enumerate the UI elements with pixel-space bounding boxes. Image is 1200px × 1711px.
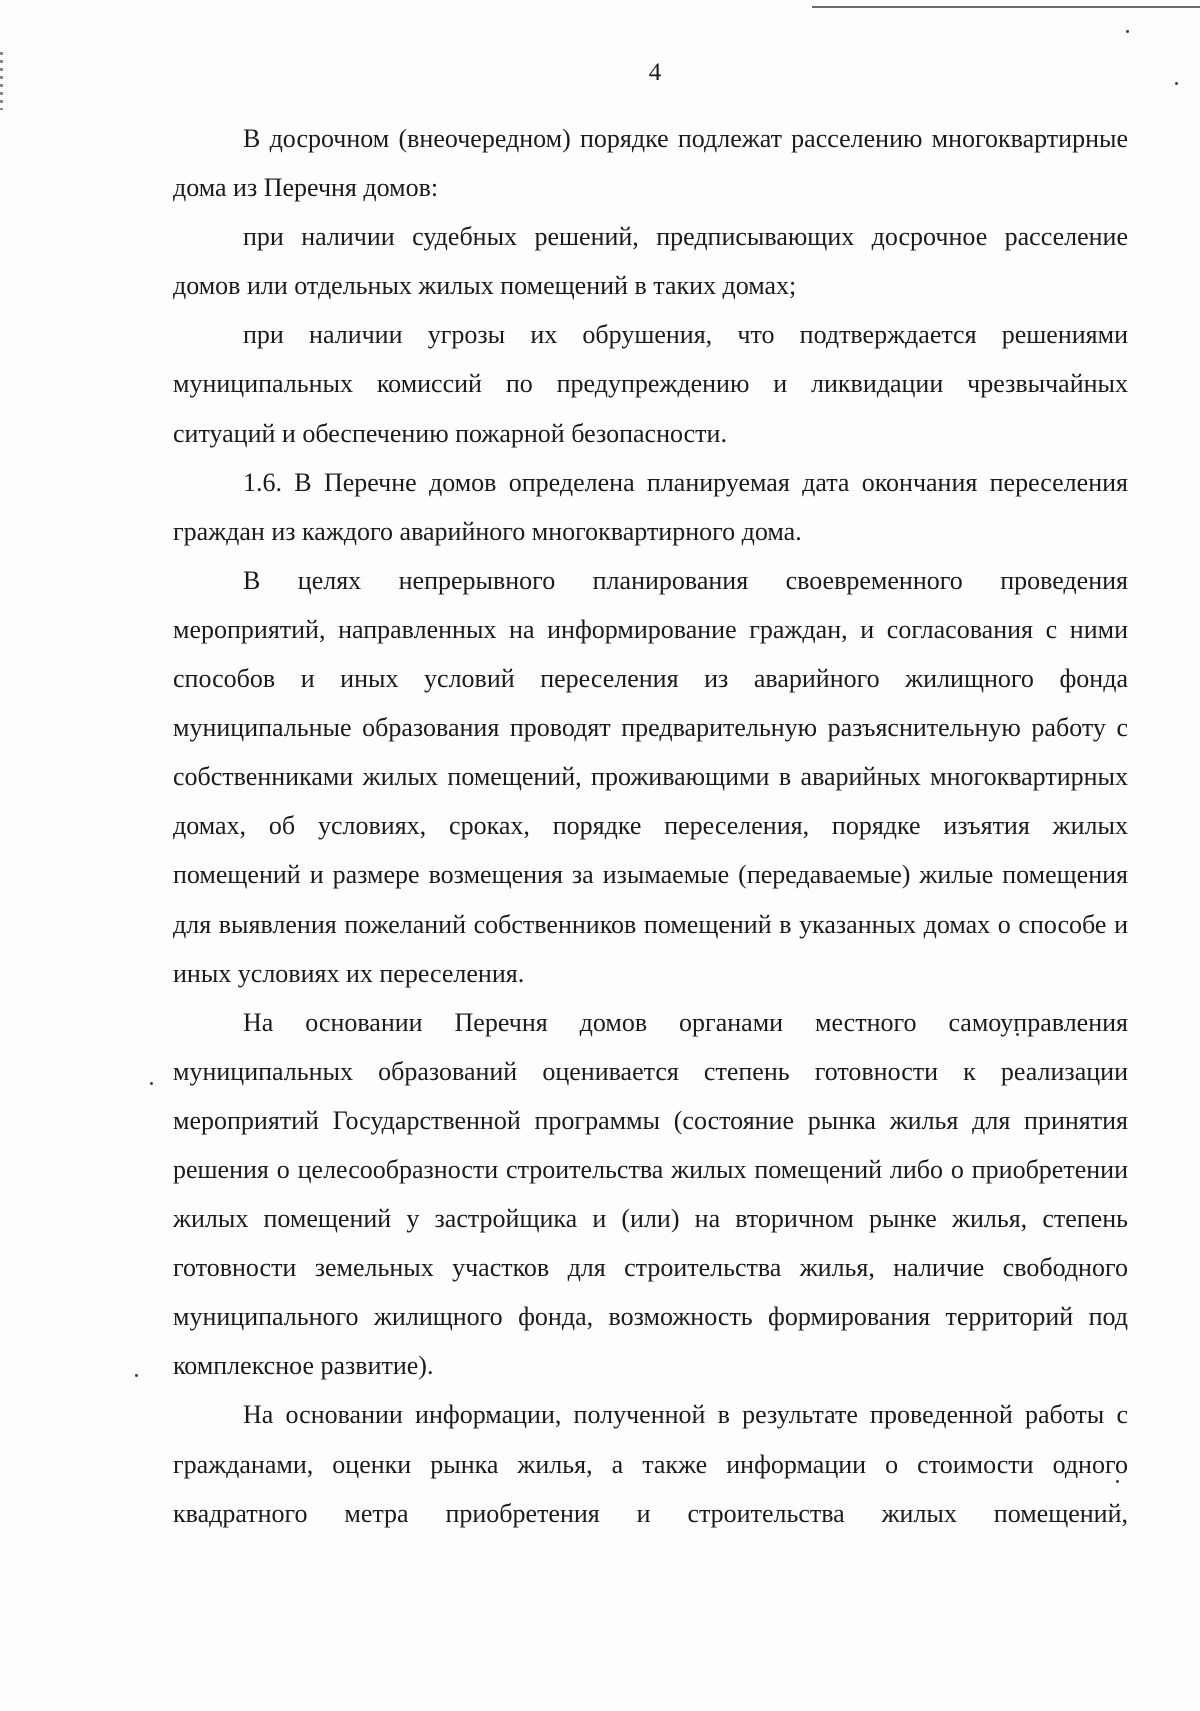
paragraph-information-based: На основании информации, полученной в результате проведенной работы с гражданами, оценки рынка жилья, а также информации о стоимости одного квадратного метра приобретения и строительства жилых помещений, bbox=[173, 1400, 1128, 1528]
paragraph-planning-explanatory-work: В целях непрерывного планирования своевременного проведения мероприятий, направленных на информирование граждан, и согласования с ними способов и иных условий переселения из аварийного жилищного фонда муниципальные образования проводят предварительную разъяснительную работу с собственниками жилых помещений, проживающими в аварийных многоквартирных домах, об условиях, сроках, порядке переселения, порядке изъятия жилых помещений и размере возмещения за изымаемые (передаваемые) жилые помещения для выявления пожеланий собственников помещений в указанных домах о способе и иных условиях их переселения. bbox=[173, 565, 1128, 988]
paragraph-early-resettlement: В досрочном (внеочередном) порядке подлежат расселению многоквартирные дома из Перечня домов: bbox=[173, 124, 1128, 203]
paragraph-readiness-assessment: На основании Перечня домов органами местного самоуправления муниципальных образований оценивается степень готовности к реализации мероприятий Государственной программы (состояние рынка жилья для принятия решения о целесообразности строительства жилых помещений либо о приобретении жилых помещений у застройщика и (или) на вторичном рынке жилья, степень готовности земельных участков для строительства жилья, наличие свободного муниципального жилищного фонда, возможность формирования территорий под комплексное развитие). bbox=[173, 1007, 1128, 1381]
scan-speck bbox=[1126, 30, 1129, 33]
paragraph-section-1-6: 1.6. В Перечне домов определена планируемая дата окончания переселения граждан из каждого аварийного многоквартирного дома. bbox=[173, 467, 1128, 546]
scan-edge-line bbox=[812, 6, 1200, 8]
document-body bbox=[173, 114, 1128, 1538]
paragraph-court-decisions: при наличии судебных решений, предписывающих досрочное расселение домов или отдельных жилых помещений в таких домах; bbox=[173, 222, 1128, 301]
scan-speck bbox=[135, 1374, 138, 1377]
page-number: 4 bbox=[648, 59, 662, 86]
scan-speck bbox=[150, 1082, 153, 1085]
paragraph-collapse-threat: при наличии угрозы их обрушения, что подтверждается решениями муниципальных комиссий по предупреждению и ликвидации чрезвычайных ситуаций и обеспечению пожарной безопасности. bbox=[173, 320, 1128, 448]
